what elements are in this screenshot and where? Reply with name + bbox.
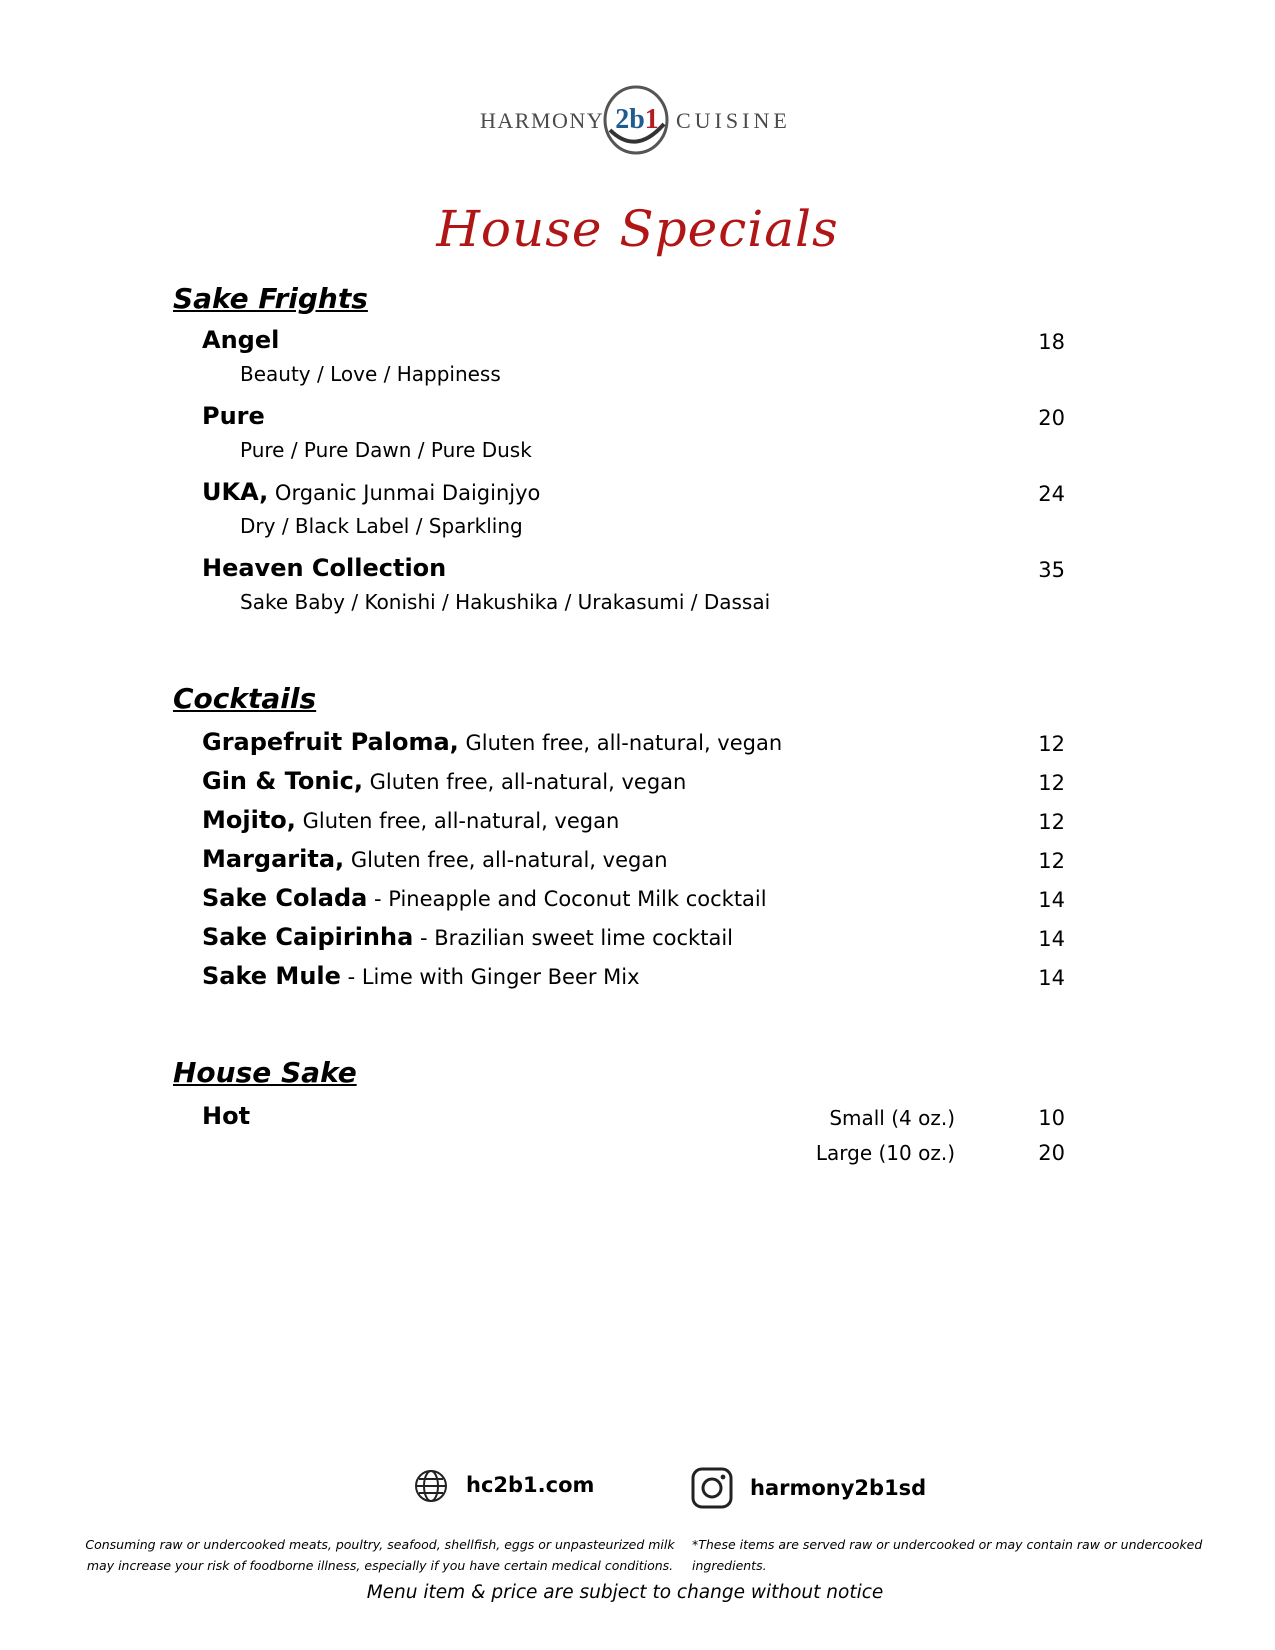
note-line: may increase your risk of foodborne illness, especially if you have certain medical conditions.	[86, 1558, 674, 1573]
item-title: Sake Caipirinha	[202, 923, 414, 951]
menu-item-price: 35	[1038, 558, 1065, 582]
menu-item-name	[202, 884, 767, 912]
menu-item-price: 12	[1038, 849, 1065, 873]
instagram-handle[interactable]: harmony2b1sd	[750, 1476, 927, 1500]
logo-text-right: CUISINE	[676, 108, 791, 133]
logo-mark	[606, 104, 668, 136]
menu-item-name	[202, 923, 733, 951]
size-label: Large (10 oz.)	[815, 1141, 955, 1165]
item-title: Grapefruit Paloma,	[202, 728, 459, 756]
logo-mark-2b: 2b	[615, 104, 645, 135]
globe-icon	[414, 1469, 448, 1503]
note-line: ingredients.	[692, 1558, 767, 1573]
item-description: Organic Junmai Daiginjyo	[268, 481, 541, 505]
logo-text-left: HARMONY	[480, 108, 605, 133]
section-heading-house-sake: House Sake	[173, 1056, 357, 1089]
note-line: Consuming raw or undercooked meats, poultry, seafood, shellfish, eggs or unpasteurized milk	[85, 1537, 675, 1552]
menu-item-name	[202, 478, 540, 506]
menu-item-price: 18	[1038, 330, 1065, 354]
menu-item-subtitle: Sake Baby / Konishi / Hakushika / Urakasumi / Dassai	[240, 590, 771, 614]
menu-item-subtitle: Dry / Black Label / Sparkling	[240, 514, 523, 538]
menu-item-price: 12	[1038, 810, 1065, 834]
logo	[480, 84, 795, 160]
menu-item-price: 24	[1038, 482, 1065, 506]
menu-item-price: 14	[1038, 888, 1065, 912]
instagram-icon	[690, 1466, 734, 1510]
size-label: Small (4 oz.)	[829, 1106, 955, 1130]
menu-item-name	[202, 326, 279, 354]
item-title: Sake Colada	[202, 884, 368, 912]
menu-item-price: 20	[1038, 406, 1065, 430]
item-title: UKA,	[202, 478, 269, 506]
raw-items-note	[692, 1534, 1212, 1576]
item-description: - Lime with Ginger Beer Mix	[340, 965, 640, 989]
item-title: Pure	[202, 402, 265, 430]
item-title: Hot	[202, 1102, 251, 1130]
page-title: House Specials	[436, 200, 839, 258]
section-heading-sake-flights: Sake Frights	[173, 282, 368, 315]
menu-item-price: 14	[1038, 966, 1065, 990]
menu-item-subtitle: Beauty / Love / Happiness	[240, 362, 501, 386]
section-heading-cocktails: Cocktails	[173, 682, 317, 715]
menu-item-name	[202, 402, 265, 430]
menu-item-price: 12	[1038, 771, 1065, 795]
item-description: Gluten free, all-natural, vegan	[295, 809, 620, 833]
raw-food-warning	[80, 1534, 680, 1576]
item-title: Margarita,	[202, 845, 345, 873]
item-description: Gluten free, all-natural, vegan	[362, 770, 687, 794]
menu-item-price: 10	[1038, 1106, 1065, 1130]
menu-item-name	[202, 806, 619, 834]
item-title: Heaven Collection	[202, 554, 447, 582]
item-description: Gluten free, all-natural, vegan	[344, 848, 668, 872]
menu-item-name	[202, 962, 640, 990]
item-description: - Brazilian sweet lime cocktail	[413, 926, 733, 950]
item-title: Angel	[202, 326, 280, 354]
website-link[interactable]: hc2b1.com	[466, 1473, 595, 1497]
menu-item-name	[202, 767, 686, 795]
menu-item-name	[202, 554, 446, 582]
menu-item-subtitle: Pure / Pure Dawn / Pure Dusk	[240, 438, 532, 462]
item-description: - Pineapple and Coconut Milk cocktail	[367, 887, 767, 911]
item-title: Mojito,	[202, 806, 296, 834]
price-disclaimer: Menu item & price are subject to change without notice	[366, 1582, 884, 1603]
item-title: Sake Mule	[202, 962, 341, 990]
menu-item-name	[202, 728, 782, 756]
logo-mark-1: 1	[644, 104, 659, 135]
menu-item-price: 20	[1038, 1141, 1065, 1165]
menu-item-name	[202, 1102, 250, 1130]
item-title: Gin & Tonic,	[202, 767, 363, 795]
menu-item-price: 12	[1038, 732, 1065, 756]
menu-item-price: 14	[1038, 927, 1065, 951]
menu-item-name	[202, 845, 668, 873]
note-line: *These items are served raw or undercooked or may contain raw or undercooked	[692, 1537, 1203, 1552]
item-description: Gluten free, all-natural, vegan	[458, 731, 783, 755]
